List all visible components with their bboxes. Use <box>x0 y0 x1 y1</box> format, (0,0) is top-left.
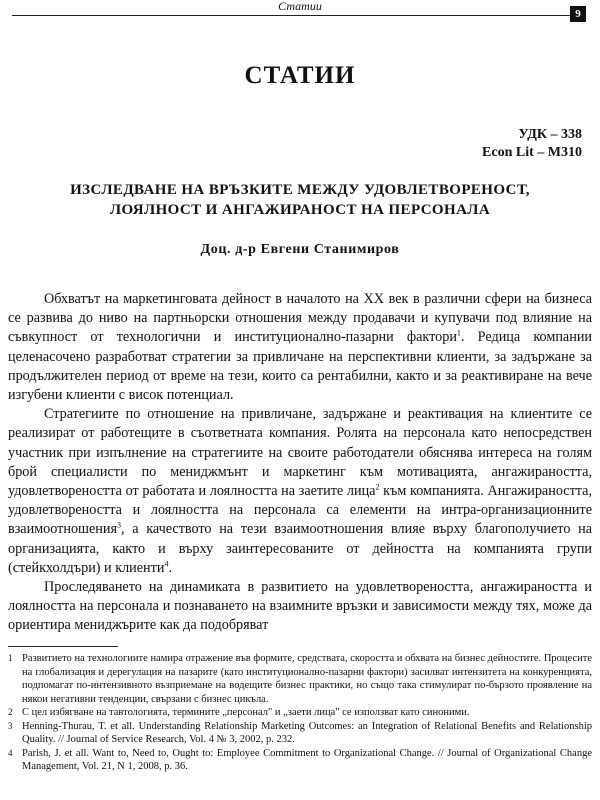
footnote-1 <box>8 652 592 706</box>
footnote-4 <box>8 747 592 774</box>
classification-codes <box>482 126 582 162</box>
udk-code: УДК – 338 <box>518 127 582 142</box>
footnote-number: 4 <box>8 747 13 758</box>
paragraph-3-text: Проследяването на динамиката в развитието на удовлетвореността, ангажираността и лоялността на персонала и познаването на взаимните връзки и зависимости между тях, може да ориентира мениджърите как да подобряват <box>8 579 592 634</box>
footnotes <box>8 652 592 774</box>
footnote-text: С цел избягване на тавтологията, термините „персонал" и „заети лица" се използват като синоними. <box>22 707 470 718</box>
article-title-line-1: ИЗСЛЕДВАНЕ НА ВРЪЗКИТЕ МЕЖДУ УДОВЛЕТВОРЕНОСТ, <box>70 182 530 198</box>
footnote-3 <box>8 720 592 747</box>
footnote-number: 3 <box>8 720 13 731</box>
article-title <box>0 180 600 220</box>
page-number: 9 <box>570 6 586 22</box>
footnote-rule <box>8 646 118 647</box>
paragraph-2-part-c: , а качеството на тези взаимоотношения влияе върху благополучието на организацията, както и върху заинтересованите от дейността на компанията групи (стейкхолдъри) и клиенти <box>8 521 592 576</box>
section-heading: СТАТИИ <box>244 62 356 89</box>
footnote-number: 2 <box>8 707 13 717</box>
paragraph-2 <box>8 405 592 578</box>
footnote-text: Henning-Thurau, T. et all. Understanding Relationship Marketing Outcomes: an Integration of Relational Benefits and Relationship Quality. // Journal of Service Research, Vol. 4 № 3, 2002, p. 232. <box>22 720 592 745</box>
paragraph-3 <box>8 578 592 636</box>
paragraph-1 <box>8 290 592 405</box>
footnote-ref-1[interactable]: 1 <box>456 328 461 338</box>
author: Доц. д-р Евгени Станимиров <box>200 242 400 257</box>
article-body <box>8 290 592 636</box>
running-header <box>0 0 600 20</box>
footnote-text: Parish, J. et all. Want to, Need to, Ought to: Employee Commitment to Organizational Change. // Journal of Organizational Change Management, Vol. 21, N 1, 2008, p. 36. <box>22 747 592 772</box>
header-rule <box>12 15 586 16</box>
article-title-line-2: ЛОЯЛНОСТ И АНГАЖИРАНОСТ НА ПЕРСОНАЛА <box>109 202 491 218</box>
running-title: Статии <box>278 0 322 13</box>
footnote-2 <box>8 706 592 720</box>
footnote-ref-3[interactable]: 3 <box>117 520 121 530</box>
paragraph-1-text: Обхватът на маркетинговата дейност в началото на XX век в различни сфери на бизнеса се развива до ниво на партньорски отношения между продавачи и купувачи под влияние на съвкупност от технологични и институционално-пазарни фактори <box>8 291 592 346</box>
footnote-ref-4[interactable]: 4 <box>164 559 169 569</box>
footnote-text: Развитието на технологиите намира отражение във формите, средствата, скоростта и обхвата на бизнес дейностите. Процесите на глобализация и дерегулация на пазарите (като институционално-пазарни фактори) засилват интензитета на конкуренцията, подпомагат по-интензивното възприемане на водещите бизнес практики, но също така стимулират по-бързото проявление на някои негативни тенденции, свързани с бизнес цикъла. <box>22 653 592 705</box>
paragraph-2-part-d: . <box>168 559 172 576</box>
paragraph-1-tail: . Редица компании целенасочено разработват стратегии за привличане на перспективни клиенти, за задържане за продължителен период от време на тези, които са рентабилни, както и за реактивиране на вече изгубени клиенти с висок потенциал. <box>8 329 592 404</box>
paragraph-2-part-a: Стратегиите по отношение на привличане, задържане и реактивация на клиентите се реализират от работещите в съответната компания. Ролята на персонала като непосредствен участник при изпълнение на стратегиите на своите работодатели обяснява интереса на голям брой специалисти по мениджмънт и маркетинг към мотивацията, ангажираността, удовлетвореността от работата и лоялността на заетите лица <box>8 406 592 500</box>
footnote-number: 1 <box>8 653 13 663</box>
econlit-code: Econ Lit – M310 <box>482 145 582 160</box>
footnote-ref-2[interactable]: 2 <box>375 482 380 492</box>
paragraph-2-part-b: към компанията. Ангажираността, удовлетвореността и лоялността на персонала са елементи на интра-организационните взаимоотношения <box>8 483 592 538</box>
